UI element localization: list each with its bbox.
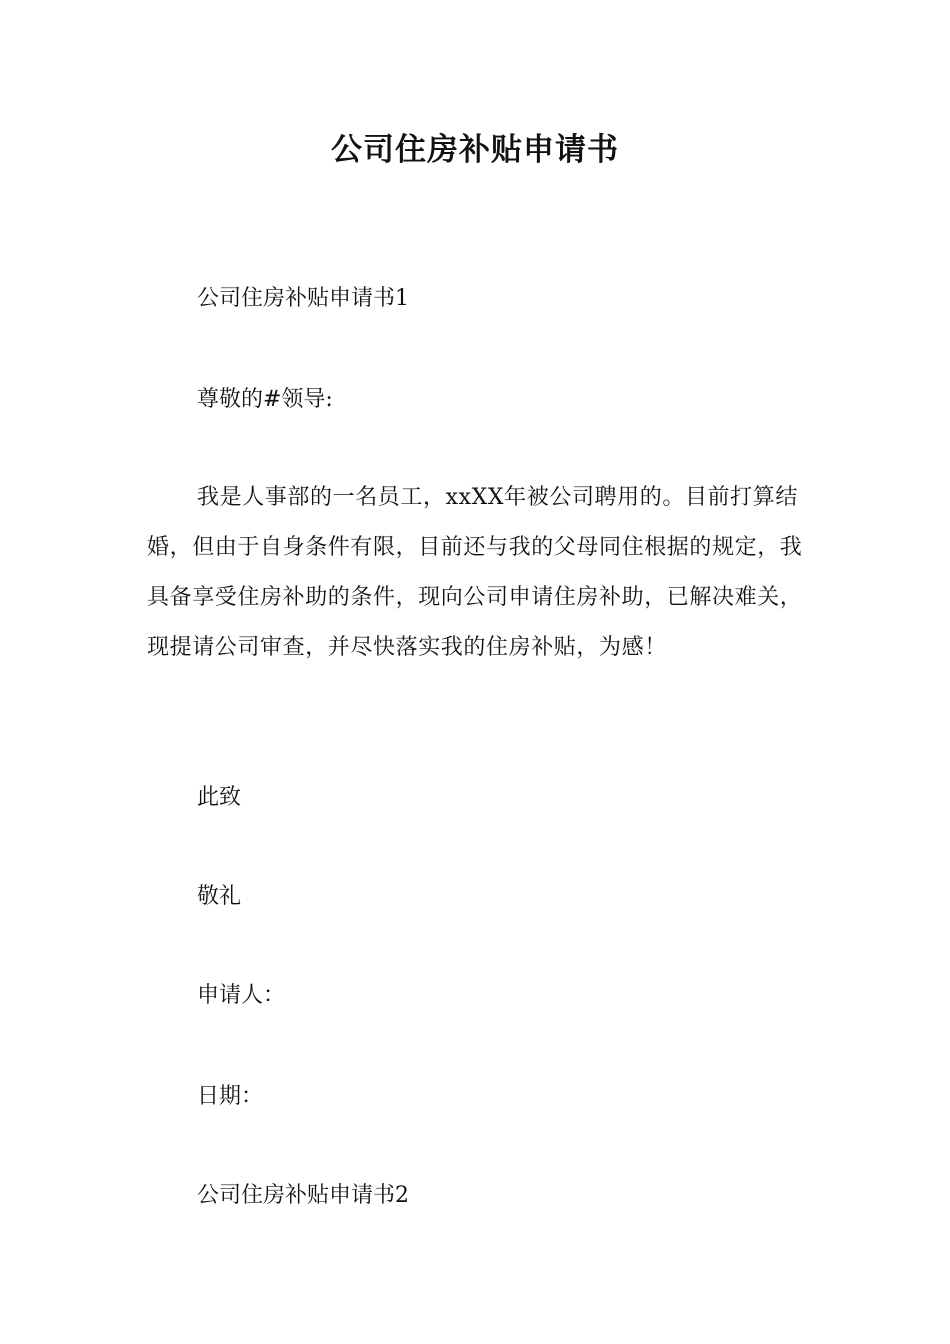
- section-heading-2: 公司住房补贴申请书2: [197, 1183, 409, 1208]
- section-heading-1: 公司住房补贴申请书1: [197, 286, 409, 311]
- applicant-label: 申请人：: [197, 983, 286, 1008]
- closing-line-2: 敬礼: [197, 884, 242, 909]
- salutation: 尊敬的#领导:: [197, 387, 333, 412]
- date-label: 日期：: [197, 1084, 264, 1109]
- body-paragraph: 我是人事部的一名员工，xxXX年被公司聘用的。目前打算结婚，但由于自身条件有限，目前还与我的父母同住根据的规定，我具备享受住房补助的条件，现向公司申请住房补助，已解决难关，现提请公司审查，并尽快落实我的住房补贴，为感！: [147, 485, 803, 660]
- document-title: 公司住房补贴申请书: [331, 132, 619, 168]
- closing-line-1: 此致: [197, 785, 242, 810]
